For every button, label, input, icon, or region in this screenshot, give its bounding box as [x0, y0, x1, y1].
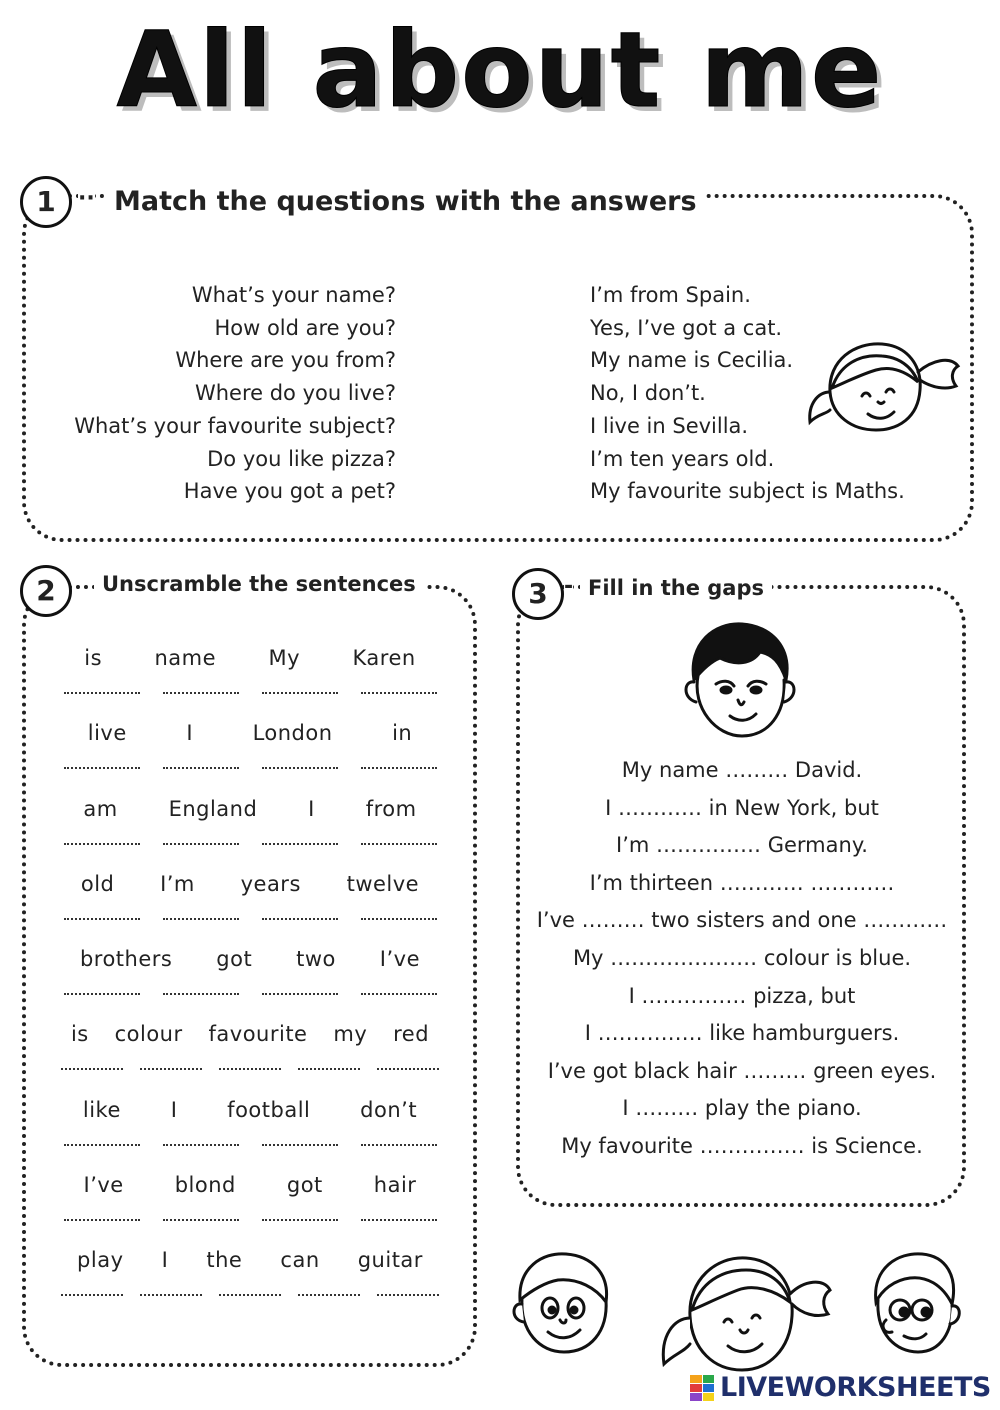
answer-blank[interactable] [61, 1280, 123, 1296]
answer-blank[interactable] [361, 904, 437, 920]
gap-line[interactable]: My ………………… colour is blue. [572, 945, 912, 970]
answer-blank[interactable] [64, 829, 140, 845]
gap-line[interactable]: I’ve got black hair ……… green eyes. [547, 1058, 937, 1083]
answer-blank[interactable] [163, 1130, 239, 1146]
scramble-word: football [227, 1097, 311, 1122]
scramble-word: don’t [360, 1097, 418, 1122]
scramble-row [40, 713, 460, 788]
scramble-word: in [392, 721, 413, 746]
scramble-word: London [252, 721, 333, 746]
scramble-word: live [87, 721, 127, 746]
scramble-word: guitar [357, 1248, 423, 1273]
liveworksheets-logo-text: LIVEWORKSHEETS [720, 1372, 991, 1403]
scramble-word: red [393, 1022, 430, 1047]
gap-line[interactable]: I ……… play the piano. [622, 1096, 862, 1121]
gap-line[interactable]: My favourite …………… is Science. [561, 1133, 923, 1158]
section-2-heading: Unscramble the sentences [94, 572, 424, 596]
answer-blank[interactable] [64, 904, 140, 920]
answer-blank[interactable] [163, 1205, 239, 1221]
scramble-row [40, 1090, 460, 1165]
scramble-word: twelve [346, 871, 420, 896]
answer-blank[interactable] [361, 829, 437, 845]
answer-blank[interactable] [140, 1054, 202, 1070]
unscramble-list [40, 638, 460, 1316]
scramble-row [40, 789, 460, 864]
scramble-word: I [161, 1248, 169, 1273]
answer-blank[interactable] [64, 753, 140, 769]
gap-line[interactable]: I …………… pizza, but [628, 983, 856, 1008]
answer-blank[interactable] [140, 1280, 202, 1296]
questions-list [40, 279, 396, 508]
answer-item[interactable]: Yes, I’ve got a cat. [590, 315, 783, 340]
answer-item[interactable]: I’m ten years old. [590, 446, 775, 471]
liveworksheets-logo[interactable] [690, 1372, 991, 1403]
page-title: All about me [116, 9, 884, 131]
scramble-word: is [84, 646, 103, 670]
question-item[interactable]: Do you like pizza? [207, 446, 396, 471]
answer-blank[interactable] [377, 1054, 439, 1070]
gap-line[interactable]: I’ve ……… two sisters and one ………… [536, 908, 948, 933]
gap-line[interactable]: I’m …………… Germany. [616, 833, 868, 858]
answer-blank[interactable] [61, 1054, 123, 1070]
scramble-word: England [168, 796, 258, 821]
scramble-word: I [170, 1097, 178, 1122]
question-item[interactable]: Have you got a pet? [183, 479, 396, 504]
scramble-word: brothers [79, 947, 173, 972]
answer-blank[interactable] [361, 979, 437, 995]
answer-blank[interactable] [163, 904, 239, 920]
scramble-word: I [186, 721, 194, 746]
answer-blank[interactable] [262, 678, 338, 694]
answer-blank[interactable] [361, 753, 437, 769]
boy-face-icon [862, 1248, 962, 1358]
question-item[interactable]: Where do you live? [194, 381, 396, 406]
answer-blank[interactable] [262, 753, 338, 769]
girl-face-icon [654, 1246, 834, 1386]
scramble-word: blond [174, 1173, 236, 1198]
scramble-row [40, 1240, 460, 1315]
scramble-word: two [296, 947, 336, 972]
answer-blank[interactable] [163, 678, 239, 694]
scramble-word: favourite [208, 1022, 308, 1047]
question-item[interactable]: Where are you from? [175, 348, 396, 373]
answer-item[interactable]: My name is Cecilia. [590, 348, 794, 373]
scramble-word: hair [373, 1173, 417, 1198]
section-2-number: 2 [20, 565, 72, 617]
answer-blank[interactable] [219, 1054, 281, 1070]
scramble-row [40, 864, 460, 939]
boy-face-icon [508, 1248, 618, 1358]
answer-blank[interactable] [361, 1130, 437, 1146]
section-1-number: 1 [20, 176, 72, 228]
answer-blank[interactable] [163, 753, 239, 769]
scramble-word: My [268, 646, 301, 670]
scramble-word: I [308, 796, 315, 821]
answer-blank[interactable] [64, 1130, 140, 1146]
answer-blank[interactable] [163, 829, 239, 845]
scramble-word: am [83, 796, 118, 821]
gap-line[interactable]: I …………… like hamburguers. [584, 1021, 900, 1046]
answer-blank[interactable] [219, 1280, 281, 1296]
answer-blank[interactable] [262, 1130, 338, 1146]
answer-blank[interactable] [262, 904, 338, 920]
answer-item[interactable]: I’m from Spain. [590, 283, 751, 307]
scramble-row [40, 638, 460, 713]
answer-item[interactable]: No, I don’t. [590, 381, 706, 406]
scramble-word: colour [114, 1022, 183, 1047]
liveworksheets-logo-icon [690, 1375, 714, 1401]
answer-blank[interactable] [163, 979, 239, 995]
scramble-word: got [216, 947, 253, 972]
scramble-word: like [82, 1097, 121, 1122]
scramble-row [40, 1165, 460, 1240]
scramble-word: Karen [352, 646, 416, 670]
scramble-word: can [280, 1248, 320, 1273]
answer-blank[interactable] [262, 1205, 338, 1221]
answer-blank[interactable] [262, 979, 338, 995]
scramble-word: is [70, 1022, 89, 1047]
answer-blank[interactable] [262, 829, 338, 845]
gap-line[interactable]: I ………… in New York, but [605, 795, 879, 820]
section-1-heading: Match the questions with the answers [106, 186, 705, 217]
scramble-word: the [206, 1248, 243, 1273]
question-item[interactable]: What’s your favourite subject? [74, 413, 396, 438]
answer-blank[interactable] [361, 678, 437, 694]
answer-blank[interactable] [64, 1205, 140, 1221]
scramble-word: I’m [160, 871, 195, 896]
section-1-connector: ·· [78, 186, 95, 211]
boy-face-icon [680, 618, 800, 743]
girl-face-icon [800, 330, 965, 440]
scramble-word: name [154, 646, 217, 670]
answer-blank[interactable] [298, 1054, 360, 1070]
answer-blank[interactable] [377, 1280, 439, 1296]
gap-line[interactable]: My name ……… David. [621, 758, 863, 782]
gap-line[interactable]: I’m thirteen ………… ………… [589, 870, 895, 895]
scramble-word: from [365, 796, 417, 821]
scramble-row [40, 1014, 460, 1089]
scramble-word: got [286, 1173, 323, 1198]
scramble-row [40, 939, 460, 1014]
section-3-connector: - [564, 574, 574, 599]
scramble-word: my [333, 1022, 368, 1047]
section-3-number: 3 [512, 568, 564, 620]
scramble-word: years [240, 871, 301, 896]
answer-blank[interactable] [64, 678, 140, 694]
answer-item[interactable]: My favourite subject is Maths. [590, 479, 905, 504]
answer-blank[interactable] [361, 1205, 437, 1221]
scramble-word: I’ve [83, 1173, 124, 1198]
question-item[interactable]: What’s your name? [191, 283, 396, 307]
answer-blank[interactable] [64, 979, 140, 995]
section-3-heading: Fill in the gaps [580, 576, 772, 600]
answer-blank[interactable] [298, 1280, 360, 1296]
scramble-word: old [80, 871, 115, 896]
scramble-word: I’ve [379, 947, 421, 972]
answer-item[interactable]: I live in Sevilla. [590, 413, 749, 438]
question-item[interactable]: How old are you? [214, 315, 396, 340]
fill-gaps-text [520, 752, 964, 1166]
scramble-word: play [77, 1248, 124, 1273]
